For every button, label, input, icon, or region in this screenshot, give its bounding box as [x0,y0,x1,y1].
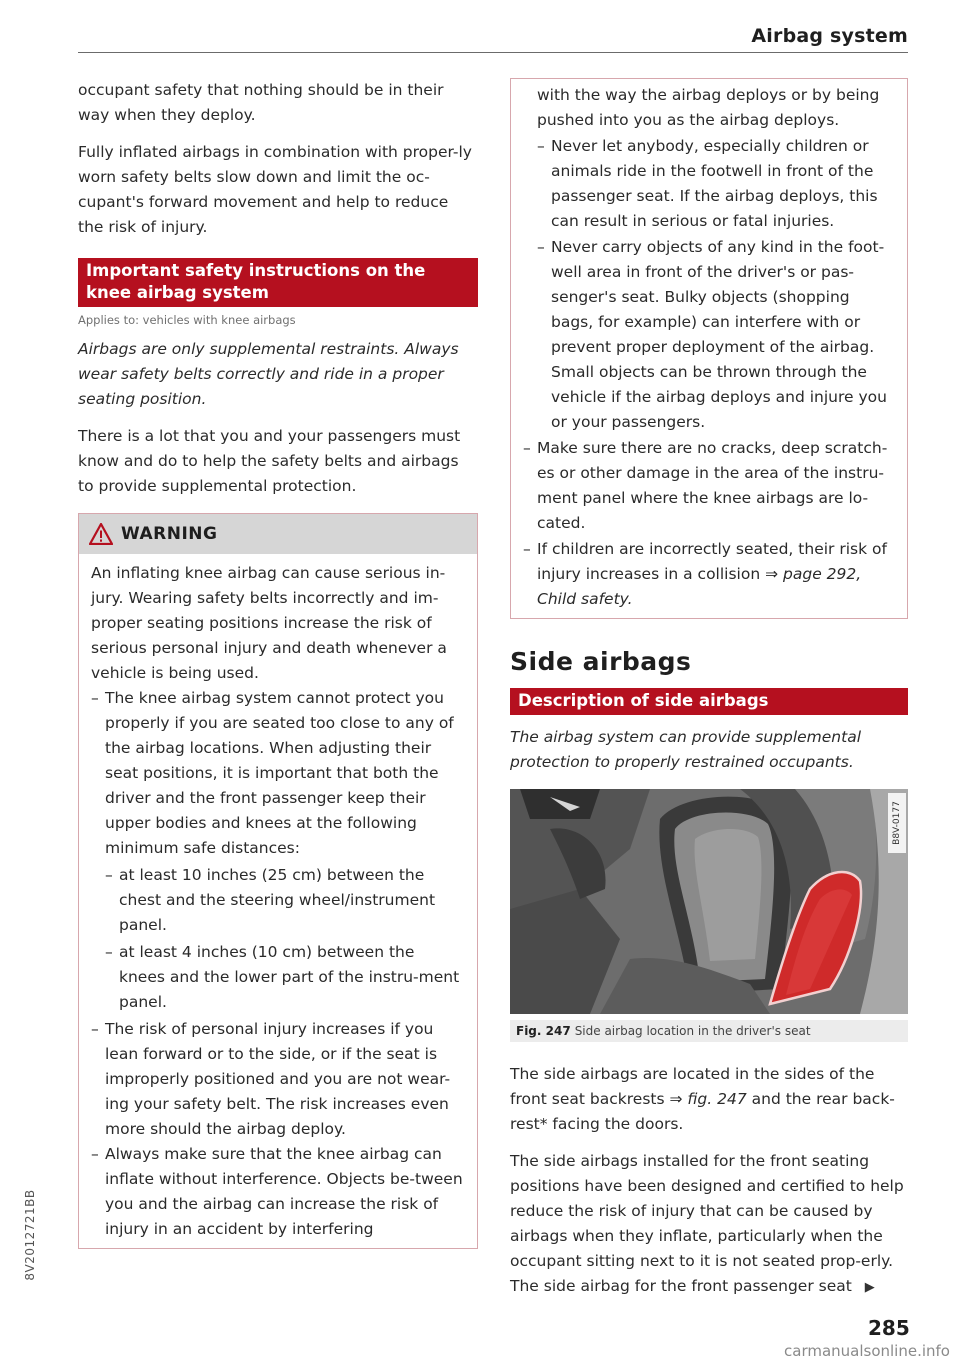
right-column [510,78,908,1312]
applies-to-note: Applies to: vehicles with knee airbags [78,313,296,327]
warning-body [79,554,477,1248]
header-divider [78,52,908,53]
chapter-heading-side-airbags: Side airbags [510,647,692,676]
warning-box [78,513,478,1249]
left-column [78,78,478,1249]
list-item: – The risk of personal injury increases if you lean forward or to the side, or if the seat is improperly positioned and you are not wear-ing your safety belt. The risk increases even more should the airbag deploy. [91,1017,465,1142]
warning-label: WARNING [121,524,218,544]
warning-triangle-icon [89,523,113,545]
paragraph: Fully inflated airbags in combination with proper-ly worn safety belts slow down and limit the oc-cupant's forward movement and help to reduce the risk of injury. [78,143,472,236]
paragraph: The side airbags are located in the sides of the front seat backrests ⇒ fig. 247 and the rear back-rest* facing the doors. [510,1065,895,1133]
list-item: – Never carry objects of any kind in the foot-well area in front of the driver's or pas-senger's seat. Bulky objects (shopping bags, for example) can interfere with or prevent proper deployment of the airbag. Small objects can be thrown through the vehicle if the airbag deploys and injure you or your passengers. [537,235,893,435]
watermark: carmanualsonline.info [784,1342,950,1360]
list-item: – Make sure there are no cracks, deep scratch-es or other damage in the area of the instru-ment panel where the knee airbags are lo-cated. [523,436,893,536]
paragraph: occupant safety that nothing should be in their way when they deploy. [78,81,444,124]
continue-arrow-icon: ▶ [864,1280,875,1295]
figure-number: Fig. 247 [516,1024,571,1038]
warning-list [91,686,465,1242]
warning-header [79,514,477,554]
list-item: – Never let anybody, especially children or animals ride in the footwell in front of the passenger seat. If the airbag deploys, this can result in serious or fatal injuries. [537,134,893,234]
section-heading-knee-airbag: Important safety instructions on the knee airbag system [78,258,478,307]
figure-code-label: B8V-0177 [888,793,906,853]
list-item: – at least 10 inches (25 cm) between the chest and the steering wheel/instrument panel. [105,863,465,938]
page-reference-link[interactable]: ⇒ page 292, Child safety. [537,565,862,608]
warning-continuation-box [510,78,908,619]
list-item: – Always make sure that the knee airbag can inflate without interference. Objects be-tween you and the airbag can increase the risk of injury in an accident by interfering [91,1142,465,1242]
warning-text: An inflating knee airbag can cause serious in-jury. Wearing safety belts incorrectly and im-proper seating positions increase the risk of serious personal injury and death whenever a vehicle is being used. [91,564,447,682]
page-number: 285 [868,1316,910,1340]
warning-list [537,134,893,612]
intro-italic: Airbags are only supplemental restraints. Always wear safety belts correctly and ride in a proper seating position. [78,340,459,408]
figure-caption: Fig. 247 Side airbag location in the driver's seat [510,1020,908,1042]
list-item: – If children are incorrectly seated, their risk of injury increases in a collision ⇒ page 292, Child safety. [523,537,893,612]
warning-continued-text: with the way the airbag deploys or by being pushed into you as the airbag deploys. [537,86,880,129]
figure-side-airbag-seat [510,789,908,1014]
warning-sublist [105,863,465,1015]
list-item: – at least 4 inches (10 cm) between the knees and the lower part of the instru-ment panel. [105,940,465,1015]
intro-italic: The airbag system can provide supplemental protection to properly restrained occupants. [510,728,862,771]
document-code: 8V2012721BB [23,1189,37,1281]
figure-reference-link[interactable]: ⇒ fig. 247 [669,1090,747,1108]
page-header-title: Airbag system [751,25,908,47]
section-heading-side-airbags: Description of side airbags [510,688,908,715]
list-item: – The knee airbag system cannot protect you properly if you are seated too close to any of the airbag locations. When adjusting their seat positions, it is important that both the driver and the front passenger keep their upper bodies and knees at the following minimum safe distances: – at least 10 inches (25 cm) between the chest and the steering wheel/instrument panel. – at least 4 inches (10 cm) between the knees and the lower part of the instru-ment panel. [91,686,465,1015]
seat-illustration [510,789,908,1014]
paragraph: The side airbags installed for the front seating positions have been designed and certified to help reduce the risk of injury that can be caused by airbags when they inflate, particularly when the occupant sitting next to it is not seated prop-erly. The side airbag for the front passenger seat ▶ [510,1152,904,1295]
paragraph: There is a lot that you and your passengers must know and do to help the safety belts and airbags to provide supplemental protection. [78,427,461,495]
